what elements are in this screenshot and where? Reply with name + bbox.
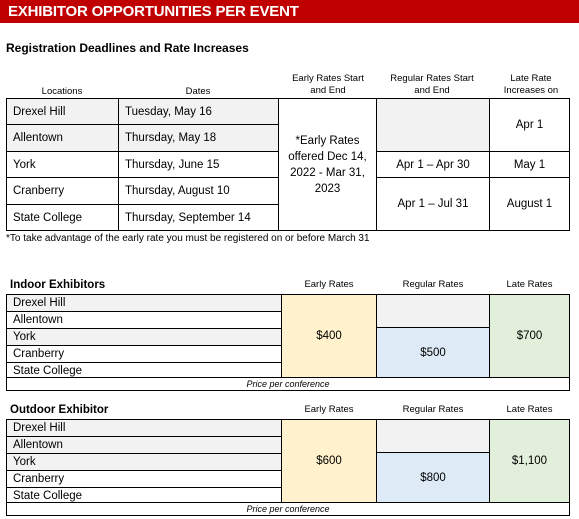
outdoor-regular-label: Regular Rates [402,404,464,415]
col-locations-label: Locations [41,86,83,97]
outdoor-price-note: Price per conference [6,502,570,516]
indoor-price-note: Price per conference [6,377,570,391]
outdoor-location: Cranberry [6,470,282,488]
indoor-location: Drexel Hill [6,294,282,312]
indoor-late-price: $700 [489,294,570,378]
outdoor-location: State College [6,487,282,503]
early-rates-window: *Early Rates offered Dec 14, 2022 - Mar 31, 2023 [278,98,377,231]
outdoor-early-price: $600 [281,419,377,503]
indoor-early-price: $400 [281,294,377,378]
outdoor-early-label: Early Rates [304,404,354,415]
outdoor-late-price: $1,100 [489,419,570,503]
deadline-date: Tuesday, May 16 [118,98,279,125]
indoor-regular-price: $500 [376,327,490,378]
deadline-location: State College [6,204,119,231]
regular-rates-york: Apr 1 – Apr 30 [376,151,490,178]
regular-rates-empty [376,98,490,152]
indoor-regular-blank [376,294,490,328]
outdoor-regular-price: $800 [376,452,490,503]
outdoor-location: Drexel Hill [6,419,282,437]
outdoor-location: York [6,453,282,471]
indoor-late-label: Late Rates [506,279,553,290]
indoor-location: York [6,328,282,346]
late-rates-rest: August 1 [489,177,570,231]
regular-rates-rest: Apr 1 – Jul 31 [376,177,490,231]
deadlines-title: Registration Deadlines and Rate Increases [6,41,249,55]
late-rates-first: Apr 1 [489,98,570,152]
deadline-date: Thursday, May 18 [118,124,279,152]
deadline-date: Thursday, September 14 [118,204,279,231]
deadline-location: Cranberry [6,177,119,205]
indoor-early-label: Early Rates [304,279,354,290]
col-regular-label: Regular Rates Start and End [390,73,474,96]
deadline-location: York [6,151,119,178]
indoor-location: Cranberry [6,345,282,363]
outdoor-regular-blank [376,419,490,453]
col-dates-label: Dates [185,86,211,97]
late-rates-york: May 1 [489,151,570,178]
col-early-label: Early Rates Start and End [292,73,364,96]
col-late-label: Late Rate Increases on [503,73,559,96]
indoor-location: State College [6,362,282,378]
deadline-date: Thursday, June 15 [118,151,279,178]
page-title: EXHIBITOR OPPORTUNITIES PER EVENT [0,0,579,23]
outdoor-title: Outdoor Exhibitor [10,404,109,416]
indoor-regular-label: Regular Rates [402,279,464,290]
indoor-title: Indoor Exhibitors [10,279,106,291]
outdoor-late-label: Late Rates [506,404,553,415]
outdoor-location: Allentown [6,436,282,454]
deadline-location: Allentown [6,124,119,152]
indoor-location: Allentown [6,311,282,329]
deadline-location: Drexel Hill [6,98,119,125]
deadline-date: Thursday, August 10 [118,177,279,205]
early-rate-footnote: *To take advantage of the early rate you must be registered on or before March 31 [6,233,370,244]
